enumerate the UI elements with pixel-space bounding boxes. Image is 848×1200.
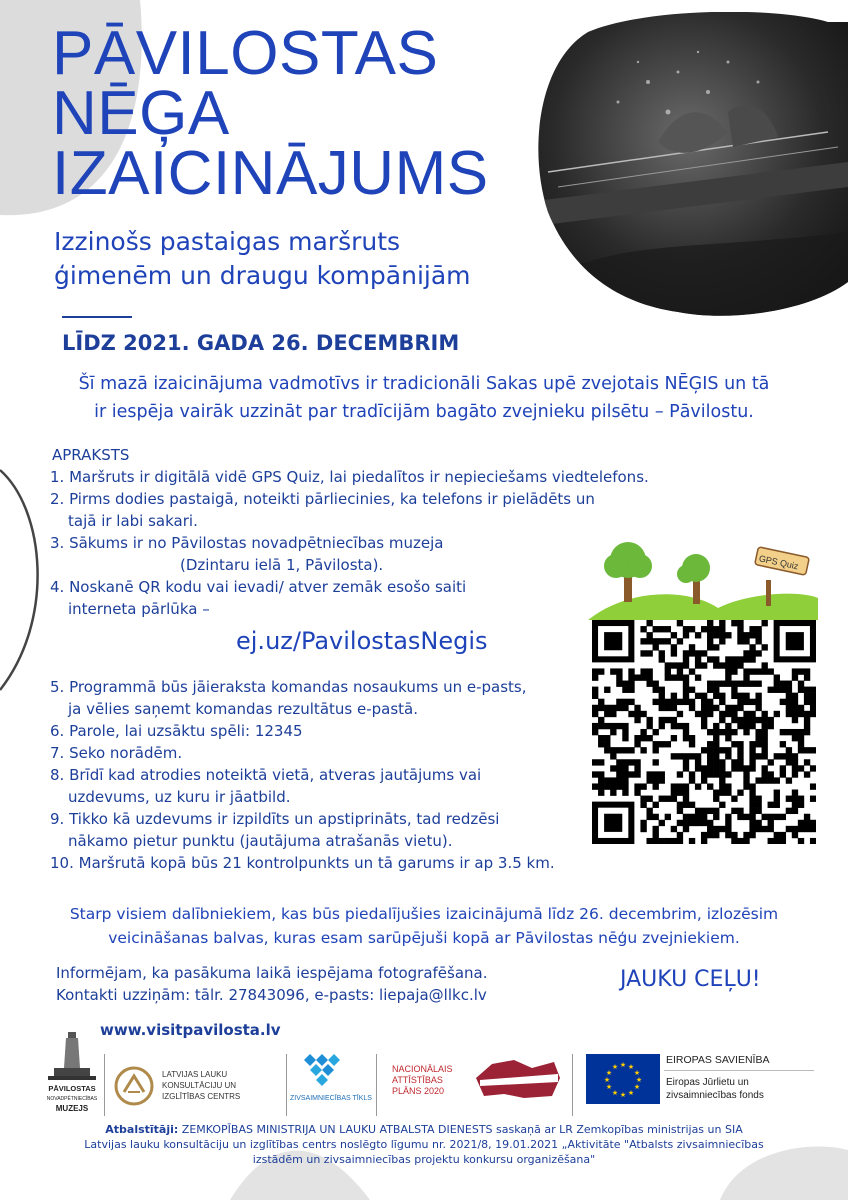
llkc-line: IZGLĪTĪBAS CENTRS	[162, 1092, 241, 1101]
list-item: tajā ir labi sakari.	[68, 512, 198, 530]
list-item: 7. Seko norādēm.	[50, 744, 183, 762]
list-item: 6. Parole, lai uzsāktu spēli: 12345	[50, 722, 303, 740]
fisheries-network-logo	[292, 1050, 372, 1110]
eu-logo	[586, 1054, 816, 1112]
sponsors-label: Atbalstītāji:	[105, 1123, 179, 1136]
description-heading: APRAKSTS	[52, 446, 130, 464]
nap-line: PLĀNS 2020	[392, 1086, 445, 1096]
logo-divider	[376, 1054, 377, 1116]
svg-text:★: ★	[619, 1061, 627, 1069]
sponsors-line: izstādēm un zivsaimniecības projektu konkursu organizēšana"	[252, 1153, 596, 1166]
nap-line: ATTĪSTĪBAS	[392, 1075, 443, 1085]
deadline: LĪDZ 2021. GADA 26. DECEMBRIM	[62, 331, 460, 355]
prize-line: veicināšanas balvas, kuras esam sarūpējuši kopā ar Pāvilostas nēģu zvejniekiem.	[108, 929, 740, 947]
svg-text:★: ★	[619, 1091, 627, 1099]
svg-text:★: ★	[627, 1063, 635, 1071]
gps-sign-label: GPS Quiz	[758, 553, 800, 572]
title-line: PĀVILOSTAS	[52, 19, 439, 88]
llkc-line: LATVIJAS LAUKU	[162, 1070, 228, 1079]
list-item: 8. Brīdī kad atrodies noteiktā vietā, atveras jautājums vai	[50, 766, 482, 784]
prize-text	[0, 902, 848, 950]
llkc-line: KONSULTĀCIJU UN	[162, 1081, 237, 1090]
trees-illustration	[588, 538, 818, 620]
intro-line: ir iespēja vairāk uzzināt par tradīcijām bagāto zvejnieku pilsētu – Pāvilostu.	[94, 402, 754, 422]
list-item: uzdevums, uz kuru ir jāatbild.	[68, 788, 291, 806]
intro-text	[0, 370, 848, 426]
svg-text:★: ★	[605, 1069, 613, 1077]
quiz-link[interactable]: ej.uz/PavilostasNegis	[236, 627, 488, 655]
subtitle-line: Izzinošs pastaigas maršruts	[54, 227, 401, 256]
svg-text:★: ★	[633, 1069, 641, 1077]
contacts-text: Kontakti uzziņām: tālr. 27843096, e-pasts: liepaja@llkc.lv	[56, 986, 487, 1004]
llkc-logo	[114, 1060, 274, 1112]
prize-line: Starp visiem dalībniekiem, kas būs piedalījušies izaicinājumā līdz 26. decembrim, izlozēsim	[69, 905, 779, 923]
svg-text:★: ★	[633, 1083, 641, 1091]
list-item: 10. Maršrutā kopā būs 21 kontrolpunkts un tā garums ir ap 3.5 km.	[50, 854, 555, 872]
museum-logo-line: MUZEJS	[55, 1104, 89, 1113]
title-divider	[62, 316, 132, 318]
list-item: 1. Maršruts ir digitālā vidē GPS Quiz, lai piedalītos ir nepieciešams viedtelefons.	[50, 468, 649, 486]
list-item: ja vēlies saņemt komandas rezultātus e-pastā.	[68, 700, 418, 718]
title-line: NĒĢA	[52, 79, 230, 148]
list-item: nākamo pietur punktu (jautājuma atrašanās vietu).	[68, 832, 453, 850]
lighthouse-icon	[46, 1028, 98, 1080]
sponsors-line: ZEMKOPĪBAS MINISTRIJA UN LAUKU ATBALSTA DIENESTS saskaņā ar LR Zemkopības ministrijas un SIA	[178, 1123, 743, 1136]
svg-text:★: ★	[635, 1076, 643, 1084]
eu-divider	[664, 1070, 814, 1071]
list-item: interneta pārlūka –	[68, 600, 210, 618]
title-line: IZAICINĀJUMS	[52, 139, 489, 208]
svg-text:★: ★	[611, 1063, 619, 1071]
eu-fund-line: Eiropas Jūrlietu un	[666, 1077, 749, 1088]
nap-logo	[392, 1064, 562, 1112]
list-item: (Dzintaru ielā 1, Pāvilosta).	[180, 556, 384, 574]
sponsors-line: Latvijas lauku konsultāciju un izglītības centrs noslēgto līgumu nr. 2021/8, 19.01.2021 „Aktivitāte "Atbalsts zivsaimniecības	[84, 1138, 764, 1151]
museum-logo	[46, 1028, 98, 1114]
list-item: 9. Tikko kā uzdevums ir izpildīts un apstiprināts, tad redzēsi	[50, 810, 500, 828]
farewell-text: JAUKU CEĻU!	[620, 967, 761, 992]
intro-line: Šī mazā izaicinājuma vadmotīvs ir tradicionāli Sakas upē zvejotais NĒĢIS un tā	[78, 374, 770, 394]
list-item: 4. Noskanē QR kodu vai ievadi/ atver zemāk esošo saiti	[50, 578, 467, 596]
llkc-emblem-icon	[114, 1066, 154, 1106]
fisheries-network-label: ZIVSAIMNIECĪBAS TĪKLS	[290, 1095, 372, 1102]
network-diamonds-icon	[302, 1050, 352, 1086]
latvia-map-icon	[474, 1056, 562, 1102]
sponsors-text	[20, 1122, 828, 1167]
eu-fund-line: zivsaimniecības fonds	[666, 1090, 764, 1101]
svg-text:★: ★	[605, 1083, 613, 1091]
website-link[interactable]: www.visitpavilosta.lv	[100, 1021, 281, 1039]
eu-flag-icon	[586, 1054, 660, 1104]
eu-title: EIROPAS SAVIENĪBA	[666, 1054, 770, 1066]
museum-logo-line: PĀVILOSTAS	[48, 1084, 96, 1093]
logo-divider	[572, 1054, 573, 1116]
info-text: Informējam, ka pasākuma laikā iespējama fotografēšana.	[56, 964, 488, 982]
list-item: 2. Pirms dodies pastaigā, noteikti pārliecinies, ka telefons ir pielādēts un	[50, 490, 595, 508]
nap-line: NACIONĀLAIS	[392, 1064, 453, 1074]
logo-divider	[104, 1054, 105, 1116]
fishing-photo	[528, 12, 848, 322]
page-title	[52, 19, 489, 208]
subtitle	[54, 225, 471, 293]
list-item: 3. Sākums ir no Pāvilostas novadpētniecības muzeja	[50, 534, 444, 552]
subtitle-line: ģimenēm un draugu kompānijām	[54, 261, 471, 290]
qr-code[interactable]	[592, 620, 816, 844]
svg-text:★: ★	[627, 1089, 635, 1097]
logo-divider	[286, 1054, 287, 1116]
museum-logo-line: NOVADPĒTNIECĪBAS	[46, 1096, 98, 1102]
svg-text:★: ★	[611, 1089, 619, 1097]
list-item: 5. Programmā būs jāieraksta komandas nosaukums un e-pasts,	[50, 678, 527, 696]
svg-text:★: ★	[603, 1076, 611, 1084]
description-list-continued	[50, 676, 610, 874]
